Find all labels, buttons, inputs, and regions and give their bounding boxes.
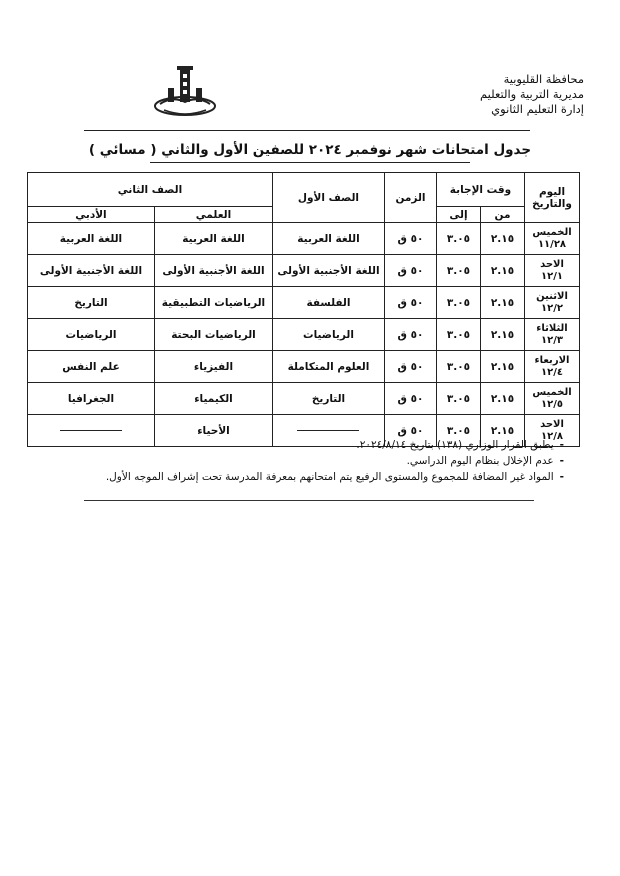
date-label: ١٢/٣ [541, 334, 563, 346]
literary-subject: الجغرافيا [27, 383, 154, 415]
literary-subject: التاريخ [27, 287, 154, 319]
start-time-cell: ٢.١٥ [481, 415, 525, 447]
duration-cell: ٥٠ ق [384, 319, 436, 351]
schedule-title: جدول امتحانات شهر نوفمبر ٢٠٢٤ للصفين الأول والثاني ( مسائي ) [88, 142, 532, 158]
literary-subject: اللغة العربية [27, 223, 154, 255]
scientific-subject: اللغة العربية [154, 223, 272, 255]
duration-cell: ٥٠ ق [384, 255, 436, 287]
start-time-cell: ٢.١٥ [481, 255, 525, 287]
day-date-cell [525, 351, 580, 383]
no-exam-dash [60, 430, 122, 431]
day-label: الاحد [540, 258, 564, 270]
date-label: ١١/٢٨ [537, 238, 567, 250]
note-text: يطبق القرار الوزاري (١٣٨) بتاريخ ٢٠٢٤/٨/١٤. [356, 439, 554, 451]
first-grade-subject: اللغة العربية [272, 223, 384, 255]
table-row [27, 255, 579, 287]
first-grade-subject: الرياضيات [272, 319, 384, 351]
first-grade-subject: اللغة الأجنبية الأولى [272, 255, 384, 287]
date-label: ١٢/٢ [541, 302, 563, 314]
day-date-cell [525, 223, 580, 255]
day-label: الخميس [532, 386, 572, 398]
end-time-cell: ٣.٠٥ [436, 319, 480, 351]
no-exam-dash [297, 430, 359, 431]
date-label: ١٢/١ [541, 270, 563, 282]
start-time-cell: ٢.١٥ [481, 383, 525, 415]
table-row [27, 223, 579, 255]
exam-schedule-table [27, 172, 580, 447]
day-label: الاثنين [536, 290, 568, 302]
day-label: الثلاثاء [536, 322, 568, 334]
day-date-cell [525, 383, 580, 415]
bullet-dash: - [559, 471, 564, 483]
start-time-cell: ٢.١٥ [481, 319, 525, 351]
first-grade-subject: العلوم المتكاملة [272, 351, 384, 383]
duration-cell: ٥٠ ق [384, 351, 436, 383]
duration-cell: ٥٠ ق [384, 287, 436, 319]
header-to: إلى [436, 207, 480, 223]
header-scientific: العلمي [154, 207, 272, 223]
header-duration: الزمن [384, 173, 436, 223]
header-divider [84, 130, 530, 131]
scientific-subject: الكيمياء [154, 383, 272, 415]
header-literary: الأدبي [27, 207, 154, 223]
date-label: ١٢/٨ [541, 430, 563, 442]
bullet-dash: - [559, 439, 564, 451]
table-row [27, 287, 579, 319]
footer-divider [84, 500, 534, 501]
day-date-cell [525, 287, 580, 319]
header-from: من [481, 207, 525, 223]
duration-cell: ٥٠ ق [384, 383, 436, 415]
governorate-name: محافظة القليوبية [503, 72, 584, 86]
scientific-subject: الرياضيات البحتة [154, 319, 272, 351]
issuer-header [384, 72, 584, 117]
directorate-name: مديرية التربية والتعليم [480, 87, 584, 101]
day-date-cell [525, 319, 580, 351]
scientific-subject: الفيزياء [154, 351, 272, 383]
note-text: عدم الإخلال بنظام اليوم الدراسي. [406, 455, 554, 467]
note-text: المواد غير المضافة للمجموع والمستوى الرفيع يتم امتحانهم بمعرفة المدرسة تحت إشراف الموجه الأول. [105, 471, 554, 483]
table-row [27, 319, 579, 351]
day-label: الاربعاء [534, 354, 570, 366]
end-time-cell: ٣.٠٥ [436, 255, 480, 287]
duration-cell: ٥٠ ق [384, 223, 436, 255]
day-label: الخميس [532, 226, 572, 238]
start-time-cell: ٢.١٥ [481, 223, 525, 255]
first-grade-subject: التاريخ [272, 383, 384, 415]
scientific-subject: اللغة الأجنبية الأولى [154, 255, 272, 287]
date-label: ١٢/٤ [541, 366, 563, 378]
end-time-cell: ٣.٠٥ [436, 223, 480, 255]
first-grade-subject: الفلسفة [272, 287, 384, 319]
table-row [27, 351, 579, 383]
literary-subject: الرياضيات [27, 319, 154, 351]
title-underline [150, 162, 470, 163]
table-row [27, 383, 579, 415]
note-item [84, 469, 564, 485]
note-item [84, 437, 564, 453]
duration-cell: ٥٠ ق [384, 415, 436, 447]
literary-subject: علم النفس [27, 351, 154, 383]
note-item [84, 453, 564, 469]
day-date-cell [525, 255, 580, 287]
end-time-cell: ٣.٠٥ [436, 383, 480, 415]
header-day-date: اليوم والتاريخ [525, 173, 580, 223]
notes-list [84, 437, 564, 485]
date-label: ١٢/٥ [541, 398, 563, 410]
bullet-dash: - [559, 455, 564, 467]
scientific-subject: الرياضيات التطبيقية [154, 287, 272, 319]
administration-name: إدارة التعليم الثانوي [491, 102, 584, 116]
start-time-cell: ٢.١٥ [481, 351, 525, 383]
end-time-cell: ٣.٠٥ [436, 287, 480, 319]
end-time-cell: ٣.٠٥ [436, 415, 480, 447]
start-time-cell: ٢.١٥ [481, 287, 525, 319]
header-first-grade: الصف الأول [272, 173, 384, 223]
day-label: الاحد [540, 418, 564, 430]
scientific-subject: الأحياء [154, 415, 272, 447]
governorate-emblem-icon [152, 62, 218, 118]
end-time-cell: ٣.٠٥ [436, 351, 480, 383]
header-answer-time: وقت الإجابة [436, 173, 524, 207]
header-second-grade: الصف الثاني [27, 173, 272, 207]
literary-subject: اللغة الأجنبية الأولى [27, 255, 154, 287]
